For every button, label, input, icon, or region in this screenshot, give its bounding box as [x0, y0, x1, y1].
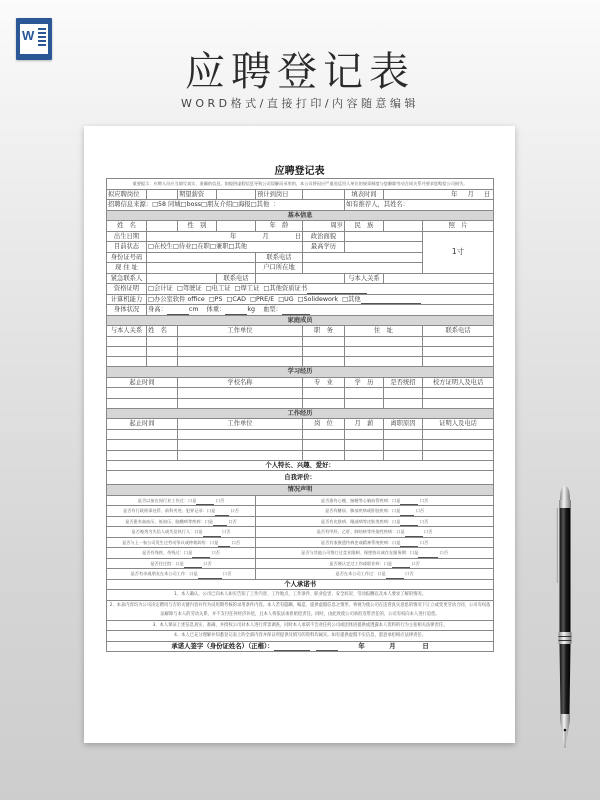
hero-subtitle: WORD格式/直接打印/内容随意编辑: [180, 97, 420, 110]
ethnicity-label: 民 族: [345, 221, 384, 232]
word-letter: W: [22, 28, 35, 43]
section-declaration: 情况声明: [107, 485, 494, 496]
section-work: 工作经历: [107, 408, 494, 419]
source-option-boss[interactable]: boss: [186, 201, 202, 208]
family-row: [107, 346, 494, 356]
commitment-item-1: 1、本人确认，公司已向本人如实告知了工作内容、工作地点、工作条件、职业危害、安全状况、劳动报酬以及本人要求了解的情况。: [107, 590, 494, 601]
work-header-row: 起止时间 工作单位 岗 位 月 薪 离职原因 证明人及电话: [107, 419, 494, 430]
cert-options: □会计证 □驾驶证 □电工证 □焊工证 □其他资质证书: [147, 284, 494, 295]
hobbies-field[interactable]: 个人特长、兴趣、爱好：: [107, 460, 494, 471]
source-option-poster[interactable]: 海报: [238, 201, 251, 208]
gender-label: 性 别: [178, 221, 217, 232]
age-label: 年 龄: [256, 221, 303, 232]
emergency-phone-label: 联系电话: [217, 273, 256, 284]
family-header-row: 与本人关系 姓 名 工作单位 职 务 住 址 联系电话: [107, 326, 494, 337]
fill-time-label: 填表时间: [345, 189, 384, 200]
salary-label: 期望薪资: [178, 189, 217, 200]
name-label: 姓 名: [107, 221, 147, 232]
height-input[interactable]: [167, 308, 189, 315]
education-header-row: 起止时间 学校名称 专 业 学 历 是否统招 校方证明人及电话: [107, 377, 494, 388]
source-option-friend[interactable]: 朋友介绍: [206, 201, 233, 208]
status-unemployed[interactable]: 待业: [178, 243, 192, 250]
declaration-row: 是否有亲戚朋友在本公司工作：口是 口否 是否在本公司工作过：口是 口否: [107, 569, 494, 580]
computer-cad[interactable]: CAD: [232, 295, 246, 303]
status-options: □在校生□待业□在职□兼职□其他: [147, 242, 303, 253]
cert-other[interactable]: 其他资质证书: [269, 285, 308, 292]
work-row: [107, 440, 494, 450]
photo-label: 照 片: [423, 221, 494, 232]
family-row: [107, 357, 494, 367]
education-row: [107, 398, 494, 408]
relation-label: 与本人关系: [345, 273, 384, 284]
fountain-pen-icon: [555, 482, 575, 754]
arrival-date-label: 预计到岗日: [256, 189, 303, 200]
hukou-input[interactable]: [303, 263, 423, 274]
photo-box[interactable]: 1寸: [423, 231, 494, 273]
emergency-contact-input[interactable]: [147, 273, 217, 284]
emergency-contact-label: 紧急联系人: [107, 273, 147, 284]
relation-input[interactable]: [384, 273, 494, 284]
declaration-row: 是否有残疾、伤残过：口是 口否 是否与其他公司签订过竞业限制、保密协议或存在服务期：口是 口否: [107, 548, 494, 559]
hero-title: 应聘登记表: [185, 49, 415, 95]
signature-label: 承诺人签字（身份证姓名）（正楷）：: [171, 641, 274, 650]
education-label: 最高学历: [303, 242, 345, 253]
source-option-58[interactable]: 58 同城: [158, 201, 181, 208]
status-label: 目前状态: [107, 242, 147, 253]
section-family: 家庭成员: [107, 315, 494, 326]
education-input[interactable]: [345, 242, 423, 253]
document-page: [84, 126, 515, 743]
signature-input[interactable]: [274, 644, 310, 651]
computer-options: □办公室软件 office □PS □CAD □PRE/E □UG □Solidework □其他: [147, 294, 494, 305]
section-commitment: 个人承诺书: [107, 579, 494, 590]
source-option-other[interactable]: 其他: [256, 201, 270, 208]
age-input[interactable]: 周岁: [303, 221, 345, 232]
weight-input[interactable]: [225, 308, 247, 315]
referrer-field[interactable]: 如有推荐人，其姓名：: [345, 200, 494, 211]
gender-input[interactable]: [217, 221, 256, 232]
fill-time-input[interactable]: 年 月 日: [384, 189, 494, 200]
section-education: 学习经历: [107, 367, 494, 378]
name-input[interactable]: [147, 221, 178, 232]
emergency-phone-input[interactable]: [256, 273, 345, 284]
political-input[interactable]: [345, 231, 423, 242]
computer-other[interactable]: 其他: [348, 295, 361, 303]
section-basic-info: 基本信息: [107, 210, 494, 221]
phone-input[interactable]: [303, 252, 423, 263]
commitment-item-4: 4、本人已充分理解并知悉登记表上的全部内容并保证所提供及填写的资料均属实。如有提供虚假不实信息，愿意承担相应法律责任。: [107, 631, 494, 642]
computer-pre[interactable]: PRE/E: [255, 295, 275, 303]
status-parttime[interactable]: 兼职: [215, 243, 229, 250]
health-label: 身体状况: [107, 305, 147, 316]
cert-label: 资格证明: [107, 284, 147, 295]
position-input[interactable]: [147, 189, 178, 200]
education-row: [107, 388, 494, 398]
registration-form-table: [106, 178, 494, 652]
commitment-item-2: 2、本表内容均为公司决定聘用与否的关键内容并作为试用期考核的录用条件内容。本人若有隐瞒、编造、提供虚假信息之情形，将视为使公司在违背真实意思的情况下订立或变更劳动合同，公司有权依法解除与本人的劳动关系，并不支付任何经济补偿，且本人将依法承担赔偿责任。同时，由此致使公司承担连带责任的，公司有权向本人进行追偿。: [107, 600, 494, 620]
blood-input[interactable]: [282, 308, 310, 315]
status-employed[interactable]: 在职: [197, 243, 210, 250]
birth-date-input[interactable]: 年 月 日: [147, 231, 303, 242]
declaration-row: 是否患有高血压、低血压、脑膜病等疾病：口是 口否 是否有皮肤病、眼部病等皮肤类疾病：口是 口否: [107, 516, 494, 527]
declaration-row: 是否有行政刑事处罚、前科劣迹、犯罪记录：口是 口否 是否有糖尿、肺部疾病或肝脏疾病：口是 口否: [107, 506, 494, 517]
cert-driving[interactable]: 驾驶证: [182, 285, 202, 292]
source-row: [107, 200, 494, 211]
computer-ug[interactable]: UG: [284, 295, 294, 303]
address-label: 现 住 址: [107, 263, 147, 274]
status-student[interactable]: 在校生: [153, 243, 173, 250]
work-row: [107, 450, 494, 460]
family-row: [107, 336, 494, 346]
hukou-label: 户口所在地: [256, 263, 303, 274]
computer-label: 计算机能力: [107, 294, 147, 305]
signature-row[interactable]: 承诺人签字（身份证姓名）（正楷）： 年 月 日: [107, 641, 494, 652]
position-label: 拟应聘岗位: [107, 189, 147, 200]
cert-electrician[interactable]: 电工证: [211, 285, 231, 292]
declaration-row: 是否被列为失信人或失信执行人：口是 口否 是否有甲肝、乙肝、肺结核等传染性疾病：口是 口否: [107, 527, 494, 538]
recruit-source: 招聘信息来源：□58 同城□boss□朋友介绍□海报□其他 ：: [107, 200, 345, 211]
self-evaluation-field[interactable]: 自我评价：: [107, 471, 494, 485]
computer-office[interactable]: 办公室软件 office: [153, 295, 205, 303]
id-number-label: 身份证号码: [107, 252, 147, 263]
salary-input[interactable]: [217, 189, 256, 200]
cert-welder[interactable]: 焊工证: [240, 285, 260, 292]
political-label: 政治面貌: [303, 231, 345, 242]
document-title: 应聘登记表: [274, 166, 325, 177]
arrival-date-input[interactable]: [303, 189, 345, 200]
phone-label: 联系电话: [256, 252, 303, 263]
birth-date-label: 出生日期: [107, 231, 147, 242]
position-row: [107, 189, 494, 200]
status-other[interactable]: 其他: [234, 243, 248, 250]
computer-ps[interactable]: PS: [214, 295, 223, 303]
health-fields: 身高： cm 体重： kg 血型：: [147, 305, 494, 316]
cert-accounting[interactable]: 会计证: [153, 285, 173, 292]
computer-solidwork[interactable]: Solidework: [303, 295, 339, 303]
declaration-row: 是否以前在同行业工作过：口是 口否 是否患有心梗、脑梗等心脑血管疾病：口是 口否: [107, 495, 494, 506]
declaration-row: 是否与上一家公司发生过劳动争议或仲裁纠纷：口是 口否 是否有家族遗传病史或精神系统疾病：口是 口否: [107, 537, 494, 548]
id-number-input[interactable]: [147, 252, 256, 263]
ethnicity-input[interactable]: [384, 221, 423, 232]
work-row: [107, 429, 494, 439]
address-input[interactable]: [147, 263, 256, 274]
declaration-row: 是否住过院：口是 口否 是否被认定过工伤或职业病：口是 口否: [107, 558, 494, 569]
important-notice: 重要提示：应聘人员应当填写真实、准确的信息。如提供虚假信息导致公司误解而录用的，本公司将因应严重违反用人单位的规章制度与您解除劳动合同关系并要求您赔偿公司损失。: [107, 179, 494, 190]
commitment-item-3: 3、本人保证上述信息真实、准确，并授权公司对本人进行背景调查，同时本人承诺不会对任何公司或团体因提供或透露本人资料的行为主张相关法律责任。: [107, 620, 494, 631]
